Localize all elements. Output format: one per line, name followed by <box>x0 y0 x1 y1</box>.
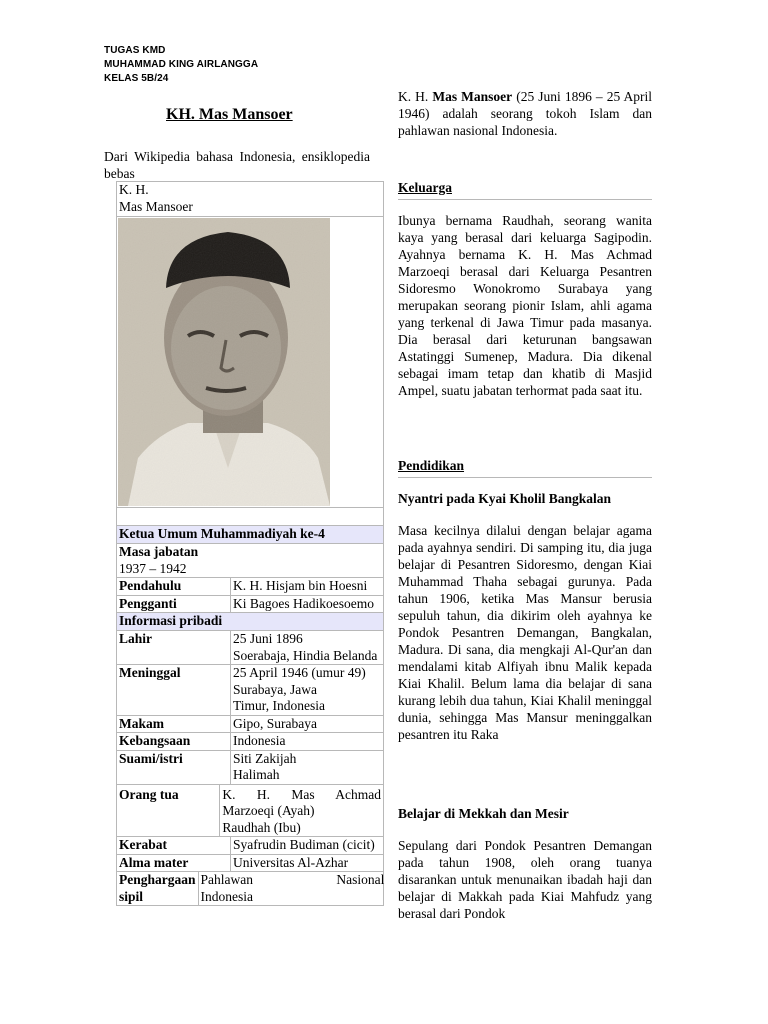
infobox-row-nationality <box>117 733 383 751</box>
born-date[interactable]: 25 Juni 1896 <box>233 631 303 646</box>
infobox-row-alma-mater <box>117 855 383 873</box>
infobox-row-predecessor <box>117 578 383 596</box>
infobox-row-parents <box>117 785 383 838</box>
awards-value-line2[interactable]: Indonesia <box>200 888 253 904</box>
parents-line3: Raudhah (Ibu) <box>222 819 301 835</box>
alma-value[interactable]: Universitas Al-Azhar <box>233 854 349 870</box>
infobox-term-label: Masa jabatan <box>119 544 199 559</box>
heading-education: Pendidikan <box>398 458 652 478</box>
spouse-2: Halimah <box>233 767 280 782</box>
spouse-value <box>231 751 383 784</box>
subheading-kholil: Nyantri pada Kyai Kholil Bangkalan <box>398 491 612 506</box>
infobox-row-relatives <box>117 837 383 855</box>
died-value <box>231 665 383 715</box>
intro-paragraph <box>398 88 652 139</box>
infobox-personal-section: Informasi pribadi <box>117 613 383 631</box>
intro-name-prefix: K. H. <box>398 89 433 104</box>
subheading-mecca-egypt: Belajar di Mekkah dan Mesir <box>398 806 569 821</box>
portrait-image <box>118 218 330 506</box>
heading-family: Keluarga <box>398 180 652 200</box>
infobox-term <box>117 544 383 578</box>
infobox-position-title: Ketua Umum Muhammadiyah ke-4 <box>117 526 383 544</box>
awards-label <box>117 872 199 905</box>
died-label: Meninggal <box>117 665 231 715</box>
parents-line1[interactable]: K. H. Mas Achmad <box>222 786 381 802</box>
awards-label-line1: Penghargaan <box>119 872 196 887</box>
successor-link[interactable]: Ki Bagoes Hadikoesoemo <box>233 595 374 611</box>
spouse-label: Suami/istri <box>117 751 231 784</box>
nationality-value[interactable]: Indonesia <box>233 733 286 748</box>
education-paragraph-1: Masa kecilnya dilalui dengan belajar agama pada ayahnya sendiri. Di samping itu, dia juga belajar di Pesantren Sidoresmo, dengan Kiai Muhammad Thaha sebagai gurunya. Pada tahun 1906, ketika Mas Mansur berusia sepuluh tahun, dia dikirim oleh ayahnya ke Pondok Pesantren Demangan, Bangkalan, Madura. Di sana, dia mengkaji Al-Qur'an dan mendalami kitab Alfiyah ibnu Malik kepada Kiai Khalil. Belum lama dia belajar di sana kurang lebih dua tahun, Kiai Khalil meninggal dunia, sehingga Mas Mansur meninggalkan pesantren itu Raka <box>398 523 652 742</box>
header-student-name: MUHAMMAD KING AIRLANGGA <box>104 59 259 70</box>
infobox-name <box>117 182 383 217</box>
portrait-photo <box>117 217 383 508</box>
infobox-name-honorific: K. H. <box>119 182 149 197</box>
born-place[interactable]: Soerabaja, Hindia Belanda <box>233 647 378 663</box>
predecessor-link[interactable]: K. H. Hisjam bin Hoesni <box>233 578 368 593</box>
infobox-row-died <box>117 665 383 716</box>
died-date[interactable]: 25 April 1946 (umur 49) <box>233 665 366 680</box>
document-header <box>104 44 258 86</box>
born-label: Lahir <box>117 631 231 664</box>
parents-line2: Marzoeqi (Ayah) <box>222 803 315 818</box>
infobox <box>116 181 384 906</box>
header-task-label: TUGAS KMD <box>104 45 166 56</box>
header-class: KELAS 5B/24 <box>104 73 169 84</box>
died-place-line2[interactable]: Timur, Indonesia <box>233 698 325 713</box>
awards-value-line1[interactable]: Pahlawan Nasional <box>200 872 385 887</box>
education-paragraph-2: Sepulang dari Pondok Pesantren Demangan pada tahun 1908, oleh orang tuanya disarankan untuk menunaikan ibadah haji dan belajar di Makkah pada Kiai Mahfudz yang berasal dari Pondok <box>398 838 652 921</box>
parents-label: Orang tua <box>117 785 220 837</box>
infobox-row-spouse <box>117 751 383 785</box>
family-paragraph: Ibunya bernama Raudhah, seorang wanita kaya yang berasal dari keluarga Sagipodin. Ayahnya bernama K. H. Mas Achmad Marzoeqi berasal dari Keluarga Pesantren Sidoresmo Wonokromo Surabaya yang merupakan seorang pionir Islam, ahli agama yang terkenal di Jawa Timur pada masanya. Dia berasal dari keturunan bangsawan Astatinggi Sumenep, Madura. Dia dikenal sebagai imam tetap dan khatib di Masjid Ampel, suatu jabatan terhormat pada saat itu. <box>398 213 652 398</box>
resting-value[interactable]: Gipo, Surabaya <box>233 715 317 731</box>
intro-rest: (25 Juni 1896 – 25 April 1946) adalah seorang tokoh Islam dan pahlawan nasional Indonesia. <box>398 89 653 138</box>
infobox-row-born <box>117 631 383 665</box>
intro-name-bold: Mas Mansoer <box>432 89 513 104</box>
awards-label-line2: sipil <box>119 888 144 904</box>
died-place-line1[interactable]: Surabaya, Jawa <box>233 681 317 697</box>
article-title: KH. Mas Mansoer <box>166 106 293 123</box>
infobox-row-resting-place <box>117 716 383 734</box>
relatives-value[interactable]: Syafrudin Budiman (cicit) <box>233 837 375 852</box>
successor-label: Pengganti <box>117 596 231 613</box>
spouse-1: Siti Zakijah <box>233 750 297 766</box>
article-source: Dari Wikipedia bahasa Indonesia, ensiklopedia bebas <box>104 149 370 181</box>
infobox-name-main: Mas Mansoer <box>119 198 193 214</box>
infobox-term-value: 1937 – 1942 <box>119 560 187 576</box>
infobox-spacer <box>117 508 383 526</box>
resting-label: Makam <box>117 716 231 733</box>
infobox-row-successor <box>117 596 383 614</box>
parents-value <box>220 785 383 837</box>
nationality-label: Kebangsaan <box>117 733 231 750</box>
awards-value <box>199 872 387 905</box>
relatives-label: Kerabat <box>117 837 231 854</box>
predecessor-label: Pendahulu <box>117 578 231 595</box>
infobox-row-awards <box>117 872 383 905</box>
born-value <box>231 631 383 664</box>
alma-label: Alma mater <box>117 855 231 872</box>
